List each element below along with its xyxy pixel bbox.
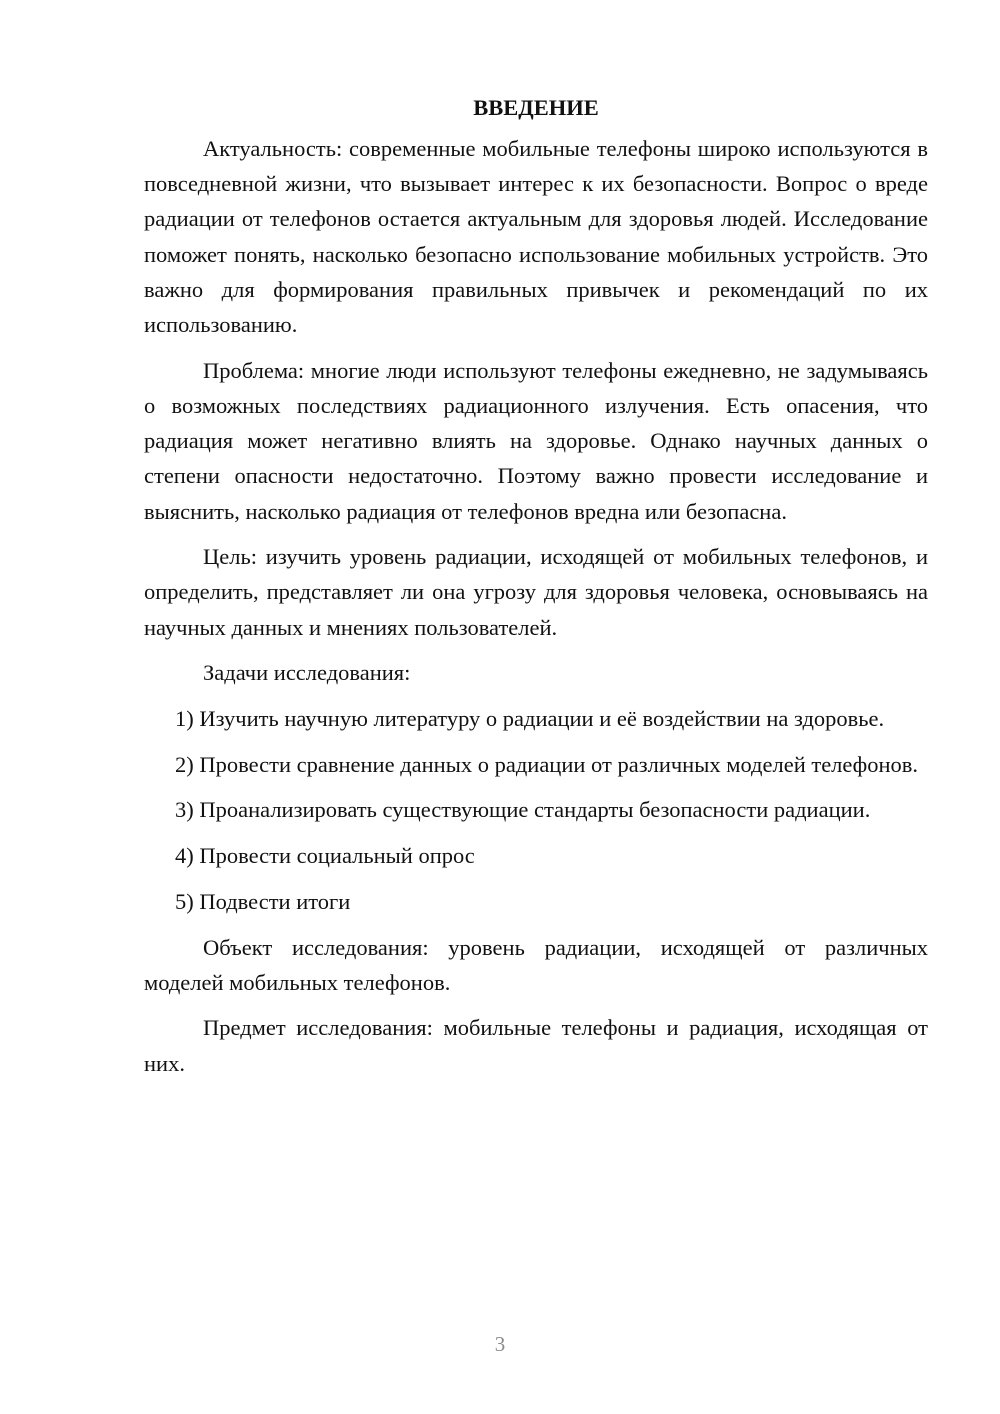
object-paragraph: Объект исследования: уровень радиации, исходящей от различных моделей мобильных телефонов. <box>144 934 928 995</box>
document-body <box>144 90 928 1091</box>
subject-paragraph: Предмет исследования: мобильные телефоны и радиация, исходящая от них. <box>144 1015 928 1076</box>
page-number: 3 <box>494 1332 506 1356</box>
relevance-paragraph: Актуальность: современные мобильные телефоны широко используются в повседневной жизни, что вызывает интерес к их безопасности. Вопрос о вреде радиации от телефонов остается актуальным для здоровья людей. Исследование поможет понять, насколько безопасно использование мобильных устройств. Это важно для формирования правильных привычек и рекомендаций по их использованию. <box>144 136 928 338</box>
task-item: 4) Провести социальный опрос <box>175 843 475 869</box>
page-title: ВВЕДЕНИЕ <box>473 95 599 120</box>
task-item: 2) Провести сравнение данных о радиации от различных моделей телефонов. <box>175 751 919 777</box>
task-item: 5) Подвести итоги <box>175 888 351 914</box>
tasks-list <box>144 701 928 919</box>
goal-paragraph: Цель: изучить уровень радиации, исходящей от мобильных телефонов, и определить, представляет ли она угрозу для здоровья человека, основываясь на научных данных и мнениях пользователей. <box>144 544 928 640</box>
problem-paragraph: Проблема: многие люди используют телефоны ежедневно, не задумываясь о возможных последствиях радиационного излучения. Есть опасения, что радиация может негативно влиять на здоровье. Однако научных данных о степени опасности недостаточно. Поэтому важно провести исследование и выяснить, насколько радиация от телефонов вредна или безопасна. <box>144 357 928 524</box>
task-item: 1) Изучить научную литературу о радиации и её воздействии на здоровье. <box>175 706 885 732</box>
task-item: 3) Проанализировать существующие стандарты безопасности радиации. <box>175 797 871 823</box>
tasks-heading: Задачи исследования: <box>203 660 411 686</box>
